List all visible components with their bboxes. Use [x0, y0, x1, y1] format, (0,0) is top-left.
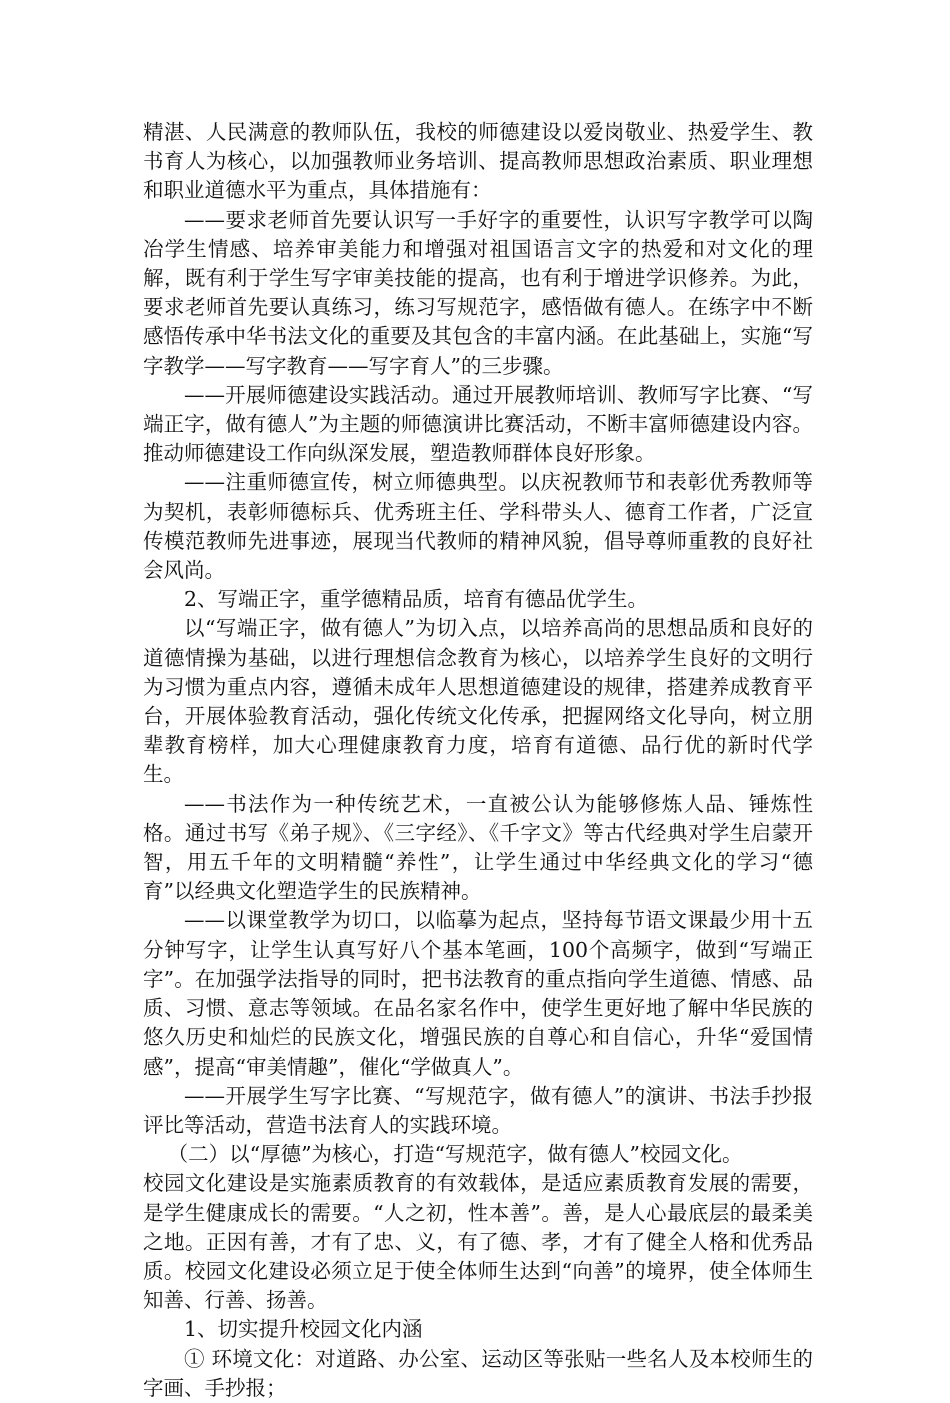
paragraph-9: ——开展学生写字比赛、“写规范字，做有德人”的演讲、书法手抄报评比等活动，营造书法育人的实践环境。 [143, 1083, 813, 1137]
paragraph-7: ——书法作为一种传统艺术，一直被公认为能够修炼人品、锤炼性格。通过书写《弟子规》、《三字经》、《千字文》等古代经典对学生启蒙开智，用五千年的文明精髓“养性”，让学生通过中华经典文化的学习“德育”以经典文化塑造学生的民族精神。 [143, 791, 813, 904]
paragraph-8: ——以课堂教学为切口，以临摹为起点，坚持每节语文课最少用十五分钟写字，让学生认真写好八个基本笔画，100个高频字，做到“写端正字”。在加强学法指导的同时，把书法教育的重点指向学生道德、情感、品质、习惯、意志等领域。在品名家名作中，使学生更好地了解中华民族的悠久历史和灿烂的民族文化，增强民族的自尊心和自信心，升华“爱国情感”，提高“审美情趣”，催化“学做真人”。 [143, 908, 813, 1079]
paragraph-3: ——开展师德建设实践活动。通过开展教师培训、教师写字比赛、“写端正字，做有德人”为主题的师德演讲比赛活动，不断丰富师德建设内容。推动师德建设工作向纵深发展，塑造教师群体良好形象。 [143, 382, 813, 466]
paragraph-6: 以“写端正字，做有德人”为切入点，以培养高尚的思想品质和良好的道德情操为基础，以进行理想信念教育为核心，以培养学生良好的文明行为习惯为重点内容，遵循未成年人思想道德建设的规律，搭建养成教育平台，开展体验教育活动，强化传统文化传承，把握网络文化导向，树立朋辈教育榜样，加大心理健康教育力度，培育有道德、品行优的新时代学生。 [143, 616, 813, 787]
paragraph-1: 精湛、人民满意的教师队伍，我校的师德建设以爱岗敬业、热爱学生、教书育人为核心，以加强教师业务培训、提高教师思想政治素质、职业理想和职业道德水平为重点，具体措施有： [143, 120, 813, 203]
paragraph-2: ——要求老师首先要认识写一手好字的重要性，认识写字教学可以陶冶学生情感、培养审美能力和增强对祖国语言文字的热爱和对文化的理解，既有利于学生写字审美技能的提高，也有利于增进学识修养。为此，要求老师首先要认真练习，练习写规范字，感悟做有德人。在练字中不断感悟传承中华书法文化的重要及其包含的丰富内涵。在此基础上，实施“写字教学——写字教育——写字育人”的三步骤。 [143, 207, 813, 378]
section-heading-part-two: （二）以“厚德”为核心，打造“写规范字，做有德人”校园文化。 [167, 1142, 743, 1167]
section-heading-2: 2、写端正字，重学德精品质，培育有德品优学生。 [184, 587, 649, 612]
subsection-heading-1: 1、切实提升校园文化内涵 [184, 1317, 423, 1342]
document-body [143, 118, 813, 1403]
paragraph-11: 校园文化建设是实施素质教育的有效载体，是适应素质教育发展的需要，是学生健康成长的需要。“人之初，性本善”。善，是人心最底层的最柔美之地。正因有善，才有了忠、义，有了德、孝，才有了健全人格和优秀品质。校园文化建设必须立足于使全体师生达到“向善”的境界，使全体师生知善、行善、扬善。 [143, 1171, 813, 1313]
list-item-environment-culture: ① 环境文化：对道路、办公室、运动区等张贴一些名人及本校师生的字画、手抄报； [143, 1346, 813, 1400]
paragraph-4: ——注重师德宣传，树立师德典型。以庆祝教师节和表彰优秀教师等为契机，表彰师德标兵、优秀班主任、学科带头人、德育工作者，广泛宣传模范教师先进事迹，展现当代教师的精神风貌，倡导尊师重教的良好社会风尚。 [143, 470, 813, 583]
